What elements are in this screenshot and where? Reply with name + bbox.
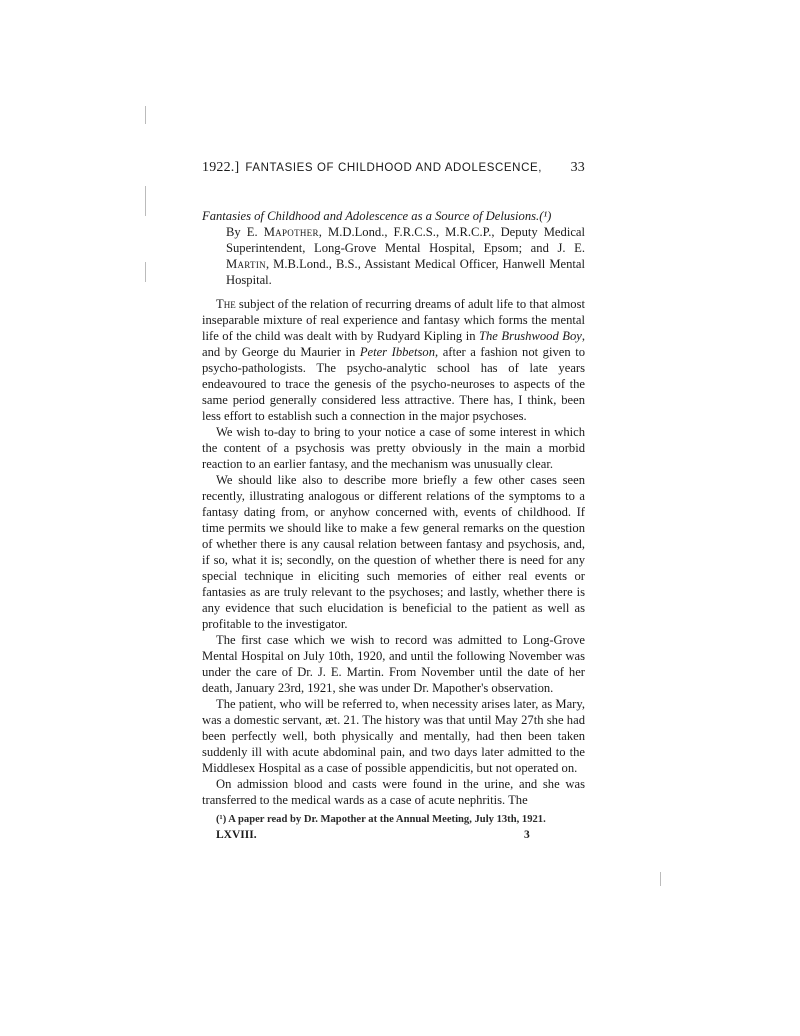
author-name-martin: Martin [226,257,266,271]
paragraph-1-text-c: , and by George du Maurier in [202,329,585,359]
article-heading [202,208,585,288]
scan-artifact [145,262,146,282]
article-title-text: Fantasies of Childhood and Adolescence as a Source of Delusions. [202,209,540,223]
article-body [202,296,585,808]
header-running-title: FANTASIES OF CHILDHOOD AND ADOLESCENCE, [245,162,543,174]
title-peter-ibbetson: Peter Ibbetson [359,345,435,359]
footnote: (¹) A paper read by Dr. Mapother at the Annual Meeting, July 13th, 1921. [216,814,546,825]
paragraph-3: We should like also to describe more briefly a few other cases seen recently, illustrating analogous or different relations of the symptoms to a fantasy dating from, or anyhow concerned with, events of childhood. If time permits we should like to make a few general remarks on the question of whether there is any causal relation between fantasy and psychosis, and, if so, what it is; secondly, on the question of whether there is need for any special technique in eliciting such memories of either real events or fantasies as are truly relevant to the psychoses; and lastly, whether there is any evidence that such elucidation is beneficial to the patient as well as profitable to the investigator. [202,473,585,631]
paragraph-2: We wish to-day to bring to your notice a case of some interest in which the content of a psychosis was pretty obviously in the main a morbid reaction to an earlier fantasy, and the mechanism was unusually clear. [202,425,585,471]
author-credentials-mapother: , M.D.Lond., F.R.C.S., M.R.C.P., Deputy Medical Superintendent, Long-Grove Mental Hospital, Epsom; and J. E. [226,225,585,255]
paragraph-lead-word: The [216,297,236,311]
signature-mark: 3 [524,829,530,841]
paragraph-6: On admission blood and casts were found in the urine, and she was transferred to the medical wards as a case of acute nephritis. The [202,777,585,807]
article-title [202,208,585,224]
running-header [202,160,585,186]
signature-line [216,829,585,841]
header-year: 1922.] [202,160,240,175]
paragraph-1-text-e: , after a fashion not given to psycho-pathologists. The psycho-analytic school has of late years endeavoured to trace the genesis of the psycho-neuroses to aspects of the same period generally considered less attractive. There has, I think, been less effort to establish such a connection in the major psychoses. [202,345,585,423]
author-credentials-martin: , M.B.Lond., B.S., Assistant Medical Officer, Hanwell Mental Hospital. [226,257,585,287]
scan-artifact [145,106,146,124]
title-brushwood-boy: The Brushwood Boy [479,329,582,343]
paragraph-4: The first case which we wish to record was admitted to Long-Grove Mental Hospital on July 10th, 1920, and until the following November was under the care of Dr. J. E. Martin. From November until the date of her death, January 23rd, 1921, she was under Dr. Mapother's observation. [202,633,585,695]
journal-page [202,160,585,841]
author-by: By E. [226,225,264,239]
author-line [226,224,585,288]
footnote-reference: (¹) [539,209,552,223]
volume-number: LXVIII. [216,829,257,841]
author-name-mapother: Mapother [263,225,319,239]
paragraph-1 [202,296,585,424]
paragraph-1-text-a: subject of the relation of recurring dreams of adult life to that almost inseparable mixture of real experience and fantasy which forms the mental life of the child was dealt with by Rudyard Kipling in [202,297,585,343]
scan-artifact [660,872,661,886]
scan-artifact [145,186,146,216]
page-number: 33 [570,160,585,175]
paragraph-5: The patient, who will be referred to, when necessity arises later, as Mary, was a domestic servant, æt. 21. The history was that until May 27th she had been perfectly well, both physically and mentally, had then been taken suddenly ill with acute abdominal pain, and two days later admitted to the Middlesex Hospital as a case of possible appendicitis, but not operated on. [202,697,585,775]
